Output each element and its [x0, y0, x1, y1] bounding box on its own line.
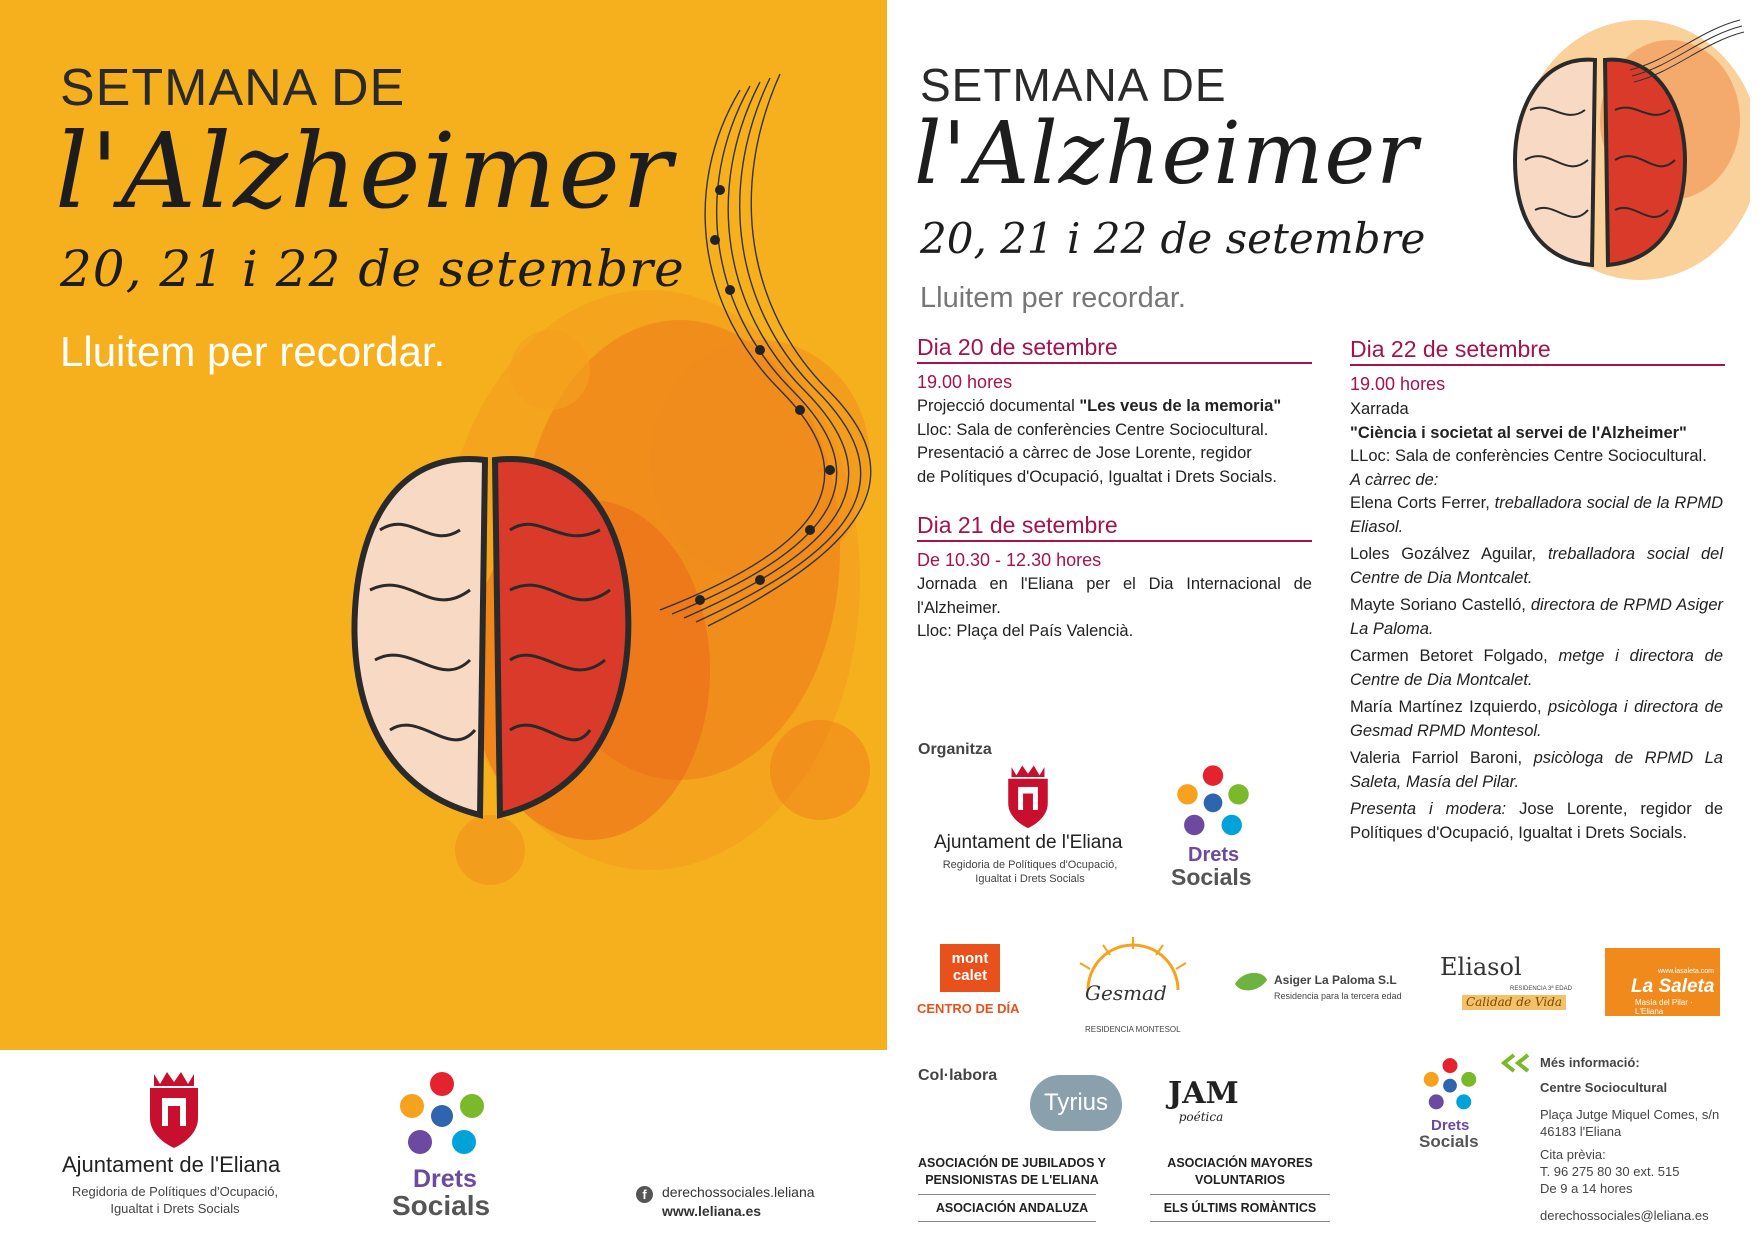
ajuntament-crest-icon	[140, 1068, 208, 1150]
web-links	[638, 1183, 815, 1221]
day20-line1	[917, 395, 1317, 419]
day20-line3: Presentació a càrrec de Jose Lorente, regidor	[917, 444, 1252, 462]
speaker-4	[1350, 696, 1723, 743]
day21-line2: Lloc: Plaça del País Valencià.	[917, 622, 1134, 640]
eliasol-sub: RESIDENCIA 3ª EDAD	[1510, 986, 1572, 992]
program-slogan: Lluitem per recordar.	[920, 282, 1186, 314]
day21-hour: De 10.30 - 12.30 hores	[917, 550, 1102, 570]
day20-line1-pre: Projecció documental	[917, 397, 1080, 415]
ajuntament-sub-line1: Regidoria de Polítiques d'Ocupació,	[71, 1184, 279, 1199]
day20-line2: Lloc: Sala de conferències Centre Sociocultural.	[917, 420, 1269, 439]
day22-by	[1350, 469, 1723, 493]
moderator-label: Presenta i modera:	[1350, 800, 1507, 818]
drets-socials-logo-small-icon	[1172, 762, 1254, 842]
poster-dates: 20, 21 i 22 de setembre	[60, 240, 685, 298]
drets-label-left: Drets	[413, 1165, 477, 1193]
assoc-divider-3	[1150, 1194, 1330, 1195]
assoc-divider-2	[918, 1221, 1096, 1222]
info-email[interactable]: derechossociales@leliana.es	[1540, 1208, 1709, 1223]
assoc-jubilados	[912, 1155, 1112, 1189]
speaker-2-name: Mayte Soriano Castelló,	[1350, 596, 1531, 614]
program-title-line1: SETMANA DE	[920, 59, 1227, 111]
drets-socials-logo-icon	[394, 1068, 490, 1162]
jam-logo	[1168, 1076, 1239, 1134]
asiger-leaf-icon	[1233, 970, 1269, 996]
speaker-2-role: directora de RPMD Asiger La Paloma.	[1350, 596, 1723, 638]
day20-line4: de Polítiques d'Ocupació, Igualtat i Drets Socials.	[917, 467, 1277, 486]
assoc-andaluza: ASOCIACIÓN ANDALUZA	[935, 1201, 1089, 1215]
day22-place: LLoc: Sala de conferències Centre Sociocultural.	[1350, 447, 1707, 465]
speaker-4-name: María Martínez Izquierdo,	[1350, 698, 1548, 716]
gesmad-sub: RESIDENCIA MONTESOL	[1085, 1025, 1181, 1034]
assoc-divider-1	[918, 1194, 1096, 1195]
eliasol-tag: Calidad de Vida	[1462, 995, 1566, 1010]
speaker-0	[1350, 492, 1723, 539]
socials-label-left: Socials	[392, 1190, 491, 1221]
info-cita: Cita prèvia:	[1540, 1147, 1606, 1162]
organitza-label: Organitza	[918, 741, 992, 758]
collabora-label: Col·labora	[918, 1067, 998, 1084]
assoc-jubilados-line2: PENSIONISTAS DE L'ELIANA	[925, 1173, 1099, 1187]
montcalet-label: CENTRO DE DÍA	[917, 1001, 1020, 1016]
assoc-divider-4	[1150, 1221, 1330, 1222]
more-info-title-text: Més informació:	[1540, 1055, 1640, 1070]
day20-heading: Dia 20 de setembre	[917, 334, 1312, 364]
speaker-5-name: Valeria Farriol Baroni,	[1350, 749, 1534, 767]
left-poster	[0, 0, 887, 1050]
day22-by-label: A càrrec de:	[1350, 470, 1439, 489]
eliasol-name: Eliasol	[1440, 953, 1522, 981]
speaker-3-role: metge i directora de Centre de Dia Montcalet.	[1350, 647, 1723, 689]
ajuntament-name-left: Ajuntament de l'Eliana	[62, 1152, 281, 1177]
ajuntament-sub-right-line2: Igualtat i Drets Socials	[975, 873, 1085, 885]
brain-small-illustration	[1470, 10, 1750, 290]
day22-talk	[1350, 422, 1723, 446]
speaker-0-role: treballadora social de la RPMD Eliasol.	[1350, 494, 1723, 536]
saleta-name: La Saleta	[1631, 976, 1715, 997]
info-address1: Plaça Jutge Miquel Comes, s/n	[1540, 1107, 1720, 1122]
day20-film-title: "Les veus de la memoria"	[1079, 397, 1282, 415]
moderator	[1350, 798, 1723, 845]
speaker-5-role: psicòloga de RPMD La Saleta, Masía del Pilar.	[1350, 749, 1723, 791]
speaker-3-name: Carmen Betoret Folgado,	[1350, 647, 1559, 665]
drets-label-right: Drets	[1188, 844, 1240, 866]
speaker-0-name: Elena Corts Ferrer,	[1350, 494, 1495, 512]
info-centre: Centre Sociocultural	[1540, 1080, 1668, 1095]
speaker-5	[1350, 747, 1723, 794]
day20-hour: 19.00 hores	[917, 372, 1013, 392]
speaker-1-name: Loles Gozálvez Aguilar,	[1350, 545, 1548, 563]
asiger-name: Asiger La Paloma S.L	[1274, 973, 1397, 987]
ajuntament-sub-right-line1: Regidoria de Polítiques d'Ocupació,	[942, 859, 1118, 871]
assoc-mayores	[1140, 1155, 1340, 1189]
assoc-mayores-line1: ASOCIACIÓN MAYORES	[1167, 1156, 1313, 1170]
day22-type: Xarrada	[1350, 400, 1409, 418]
tyrius-logo	[1030, 1075, 1122, 1131]
speaker-3	[1350, 645, 1723, 692]
drets-label-info: Drets	[1431, 1117, 1470, 1134]
assoc-mayores-line2: VOLUNTARIOS	[1194, 1173, 1286, 1187]
saleta-sub: Masía del Pilar · L'Eliana	[1635, 998, 1693, 1016]
jam-sub: poética	[1178, 1110, 1224, 1124]
music-notes-illustration	[640, 70, 880, 630]
la-saleta-logo	[1605, 948, 1720, 1016]
socials-label-right: Socials	[1171, 864, 1252, 890]
brain-illustration	[340, 440, 640, 830]
poster-title-line2: l'Alzheimer	[55, 110, 674, 232]
tyrius-text: Tyrius	[1043, 1089, 1108, 1116]
info-hours: De 9 a 14 hores	[1540, 1181, 1633, 1196]
more-info-title	[1540, 1054, 1740, 1071]
ajuntament-sub-right	[920, 858, 1140, 886]
info-phone: T. 96 275 80 30 ext. 515	[1540, 1164, 1680, 1179]
day21-heading: Dia 21 de setembre	[917, 512, 1312, 542]
speaker-2	[1350, 594, 1723, 641]
montcalet-bottom: calet	[952, 967, 988, 984]
day21-details	[917, 573, 1312, 644]
program-dates: 20, 21 i 22 de setembre	[920, 214, 1426, 263]
double-chevron-left-icon	[1500, 1053, 1532, 1073]
saleta-url: www.lasaleta.com	[1657, 968, 1714, 975]
website-link[interactable]: www.leliana.es	[662, 1203, 762, 1219]
ajuntament-sub-left	[50, 1183, 300, 1217]
facebook-link[interactable]: derechossociales.leliana	[662, 1184, 815, 1200]
program-title-line2: l'Alzheimer	[914, 104, 1419, 204]
day22-heading: Dia 22 de setembre	[1350, 336, 1725, 366]
socials-label-info: Socials	[1419, 1132, 1479, 1151]
asiger-sub: Residencia para la tercera edad	[1274, 991, 1402, 1001]
more-info-block	[1540, 1054, 1740, 1224]
montcalet-top: mont	[951, 950, 989, 967]
assoc-jubilados-line1: ASOCIACIÓN DE JUBILADOS Y	[918, 1156, 1106, 1170]
jam-text: JAM	[1168, 1076, 1239, 1111]
speaker-1	[1350, 543, 1723, 590]
moderator-text: Jose Lorente, regidor de Polítiques d'Ocupació, Igualtat i Drets Socials.	[1350, 800, 1724, 842]
ajuntament-name-right: Ajuntament de l'Eliana	[934, 832, 1123, 853]
montcalet-logo	[940, 944, 1000, 992]
poster-title-line1: SETMANA DE	[60, 59, 406, 117]
day20-details	[917, 395, 1317, 489]
poster-slogan: Lluitem per recordar.	[60, 328, 446, 375]
speaker-4-role: psicòloga i directora de Gesmad RPMD Montesol.	[1350, 698, 1724, 740]
ajuntament-sub-line2: Igualtat i Drets Socials	[110, 1201, 240, 1216]
ajuntament-crest-small-icon	[1000, 762, 1056, 830]
day22-talk-title: "Ciència i societat al servei de l'Alzheimer"	[1350, 423, 1687, 442]
day22-details	[1350, 398, 1723, 845]
facebook-icon: f	[636, 1186, 653, 1203]
drets-socials-info-icon	[1420, 1055, 1480, 1115]
assoc-romantics: ELS ÚLTIMS ROMÀNTICS	[1163, 1201, 1317, 1215]
day21-line1: Jornada en l'Eliana per el Dia Internacional de l'Alzheimer.	[917, 575, 1312, 617]
speaker-1-role: treballadora social del Centre de Dia Montcalet.	[1350, 545, 1723, 587]
info-address2: 46183 l'Eliana	[1540, 1124, 1622, 1139]
gesmad-name: Gesmad	[1085, 981, 1167, 1005]
day22-hour: 19.00 hores	[1350, 374, 1446, 394]
